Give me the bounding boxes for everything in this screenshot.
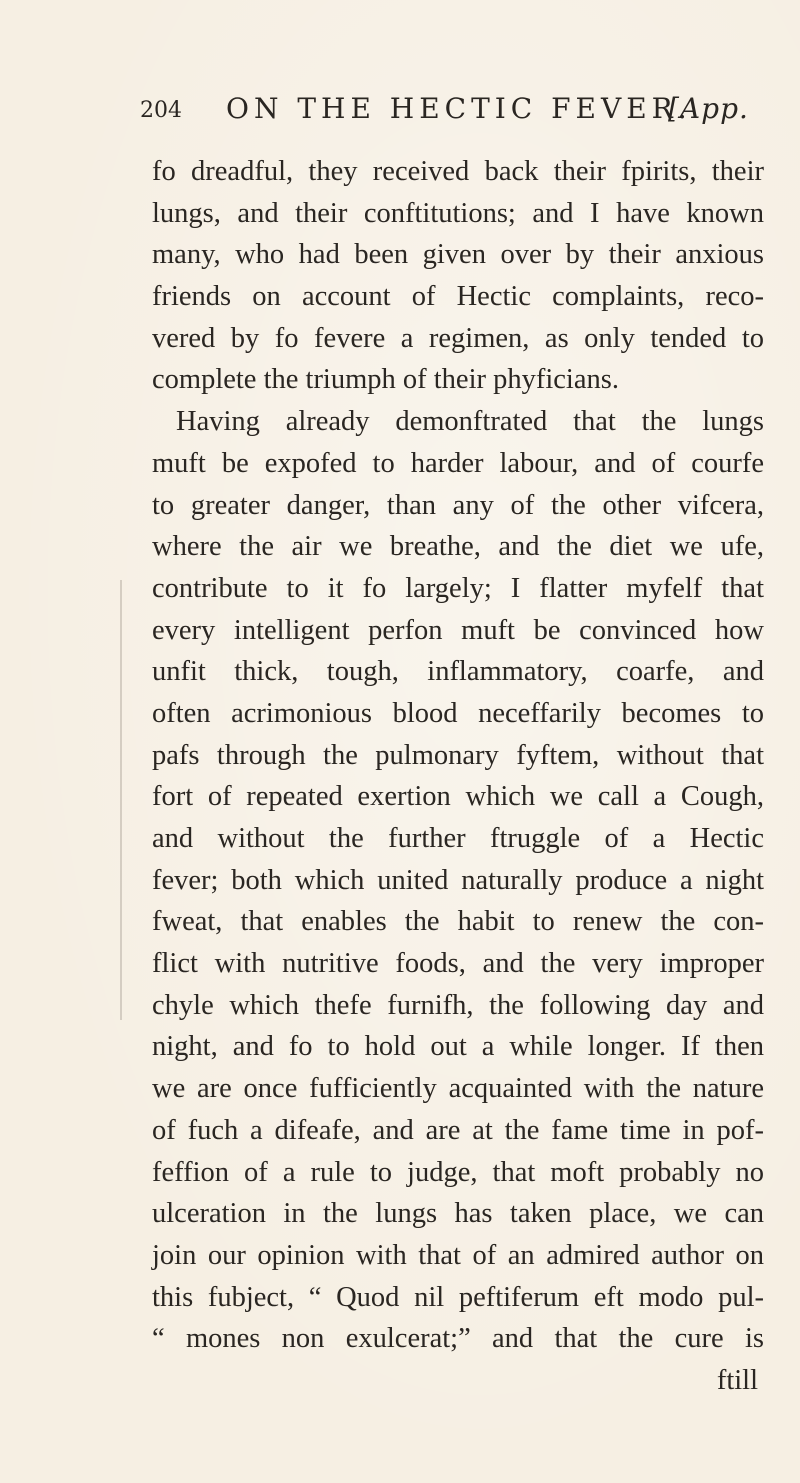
text-line: contribute to it fo largely; I flatter myfelf that — [152, 572, 764, 604]
text-line: fo dreadful, they received back their fpirits, their — [152, 156, 764, 187]
text-line: many, who had been given over by their anxious — [152, 239, 764, 271]
text-line: often acrimonious blood neceffarily becomes to — [152, 697, 764, 729]
text-line: join our opinion with that of an admired author on — [152, 1239, 764, 1271]
text-line: chyle which thefe furnifh, the following day and — [152, 989, 764, 1021]
text-line: unfit thick, tough, inflammatory, coarfe, and — [152, 656, 764, 688]
page-header — [140, 92, 780, 132]
text-line: fweat, that enables the habit to renew the con- — [152, 906, 764, 938]
text-line: and without the further ftruggle of a Hectic — [152, 823, 764, 854]
text-line: vered by fo fevere a regimen, as only tended to — [152, 322, 764, 354]
section-mark: [App. — [668, 92, 749, 125]
text-line: we are once fufficiently acquainted with the nature — [152, 1073, 764, 1105]
text-line: where the air we breathe, and the diet we ufe, — [152, 531, 764, 563]
text-line: muft be expofed to harder labour, and of courfe — [152, 447, 764, 479]
text-line: fever; both which united naturally produce a night — [152, 864, 764, 896]
text-line: to greater danger, than any of the other vifcera, — [152, 489, 764, 521]
text-line: friends on account of Hectic complaints, reco- — [152, 281, 764, 313]
text-line: lungs, and their conftitutions; and I have known — [152, 197, 764, 229]
text-line: this fubject, “ Quod nil peftiferum eft modo pul- — [152, 1281, 764, 1313]
text-line: pafs through the pulmonary fyftem, without that — [152, 739, 764, 771]
body-text — [152, 151, 764, 1402]
text-line: night, and fo to hold out a while longer. If then — [152, 1031, 764, 1063]
margin-bleed-mark — [120, 580, 122, 1020]
catchword: ftill — [716, 1364, 758, 1396]
page-number: 204 — [140, 98, 182, 123]
running-title: ON THE HECTIC FEVER. — [226, 92, 692, 125]
text-line: of fuch a difeafe, and are at the fame time in pof- — [152, 1114, 764, 1146]
text-line: feffion of a rule to judge, that moft probably no — [152, 1156, 764, 1188]
text-line: fort of repeated exertion which we call a Cough, — [152, 781, 764, 813]
text-line: complete the triumph of their phyficians. — [152, 364, 619, 396]
text-line: “ mones non exulcerat;” and that the cure is — [152, 1323, 764, 1355]
text-line: flict with nutritive foods, and the very improper — [152, 948, 764, 980]
text-line: ulceration in the lungs has taken place, we can — [152, 1198, 764, 1230]
text-line: Having already demonftrated that the lungs — [176, 406, 764, 438]
text-line: every intelligent perfon muft be convinced how — [152, 614, 764, 646]
